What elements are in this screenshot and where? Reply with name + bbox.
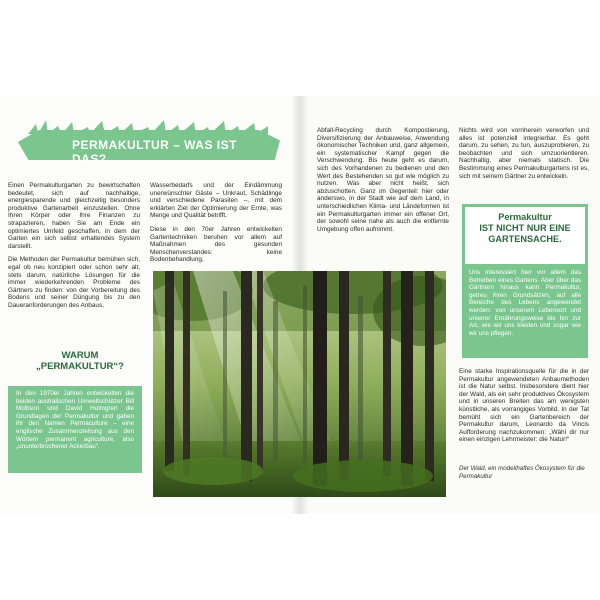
left-column-1 — [8, 182, 140, 316]
box-title-line: „PERMAKULTUR“? — [36, 361, 124, 372]
photo-caption: Der Wald, ein modellhaftes Ökosystem für die Permakultur — [459, 465, 585, 480]
right-column-2 — [459, 127, 589, 186]
box-gartensache-title — [466, 212, 584, 245]
paragraph: Wasserbedarfs und der Eindämmung unerwünschter Gäste – Unkraut, Schädlinge und verschiedene Parasiten –, mit dem erklärten Ziel der Optimierung der Ernte, was Menge und Qualität betrifft. — [150, 182, 282, 220]
box-gartensache-text: Uns interessiert hier vor allem das Betreiben eines Gartens. Aber über das Gärtnern hinaus kann Permakultur, getreu ihren Grundsätzen, auf alle Bereiche des Lebens angewendet werden: von unserem Lebensort und unserer Ernährungsweise bis hin zur Art, wie wir uns kleiden und sogar wie wir uns pflegen. — [469, 269, 581, 337]
box-title-line: GARTENSACHE. — [488, 234, 562, 244]
paragraph: Die Methoden der Permakultur bemühen sich, egal ob neu konzipiert oder schon sehr alt, stets darum, natürliche Lösungen für die immer wiederkehrenden Probleme des Gärtners zu finden: von der Vorbereitung des Bodens und seiner Düngung bis zu den Daueranforderungen des Anbaus, — [8, 256, 140, 309]
box-title-line: WARUM — [61, 350, 99, 361]
box-title-line: IST NICHT NUR EINE — [479, 223, 571, 233]
page-title: PERMAKULTUR – WAS IST DAS? — [72, 138, 237, 166]
left-column-2 — [150, 182, 282, 270]
paragraph: Eine starke Inspirationsquelle für die in der Permakultur angewendeten Anbaumethoden ist die Natur selbst. Insbesondere dient hier der Wald, als ein sehr produktives Ökosystem und in unseren Breiten das am wenigsten künstliche, als vorrangiges Vorbild. In der Tat bemüht sich ein Gartenbereich der Permakultur darum, Leonardo da Vincis Aufforderung nachzukommen: „Wähl dir nur einen einzigen Lehrmeister: die Natur!“ — [459, 368, 589, 444]
paragraph: Nichts wird von vornherein verworfen und alles ist potenziell integrierbar. Es geht darum, zu sehen, zu tun, auszuprobieren, zu beobachten und sich umzuorientieren. Nachhaltig, aber niemals statisch. Die Bestimmung eines Permakulturgartens ist es, sich mit seinem Gärtner zu entwickeln. — [459, 127, 589, 180]
info-box-warum-body-bg — [8, 386, 142, 473]
forest-image — [153, 271, 446, 497]
paragraph: Abfall-Recycling durch Kompostierung, Diversifizierung der Anbauweise, Anwendung ökonomischer Techniken und, ganz allgemein, ein systematischer Kampf gegen die Verschwendung. Bis heute geht es darum, sich des Vorhandenen zu bedienen und den Wert des Bestehenden so gut wie möglich zu nutzen. Was aber nicht heißt, sich abzuschotten. Ganz im Gegenteil: hier oder anderswo, in der Stadt wie auf dem Land, in unterschiedlichen Klima- und Ländeformen ist ein Permakulturgarten immer ein offener Ort, der sowohl seine nahe als auch die entfernte Umgebung offen aufnimmt. — [317, 127, 449, 233]
info-box-gartensache-body — [462, 264, 588, 358]
box-title-line: Permakultur — [498, 212, 552, 222]
right-column-1 — [317, 127, 449, 239]
box-warum-text: In den 1970er Jahren entwickelten die beiden australischen Umweltschützer Bill Mollison und David Holmgren die Grundlagen der Permakultur und gaben ihr den Namen Permaculture – eine englische Zusammenziehung aus den Wörtern permanent agriculture, also „ununterbrochener Ackerbau“. — [16, 390, 134, 451]
box-warum-title — [30, 350, 130, 372]
paragraph: Einen Permakulturgarten zu bewirtschaften bedeutet, sich auf nachhaltige, energiesparende und gleichzeitig besonders produktive Gartenarbeit einzustellen. Ohne Ihren Körper oder Ihre Finanzen zu strapazieren, haben Sie am Ende ein optimiertes Umfeld geschaffen, in dem der Garten ein sich selbst erhaltendes System darstellt. — [8, 182, 140, 250]
forest-photo — [153, 271, 446, 497]
paragraph: Diese in den 70er Jahren entwickelten Gartentechniken beruhen vor allem auf Maßnahmen des gesunden Menschenverstandes: keine Bodenbehandlung, — [150, 225, 282, 264]
right-column-3 — [459, 368, 589, 450]
